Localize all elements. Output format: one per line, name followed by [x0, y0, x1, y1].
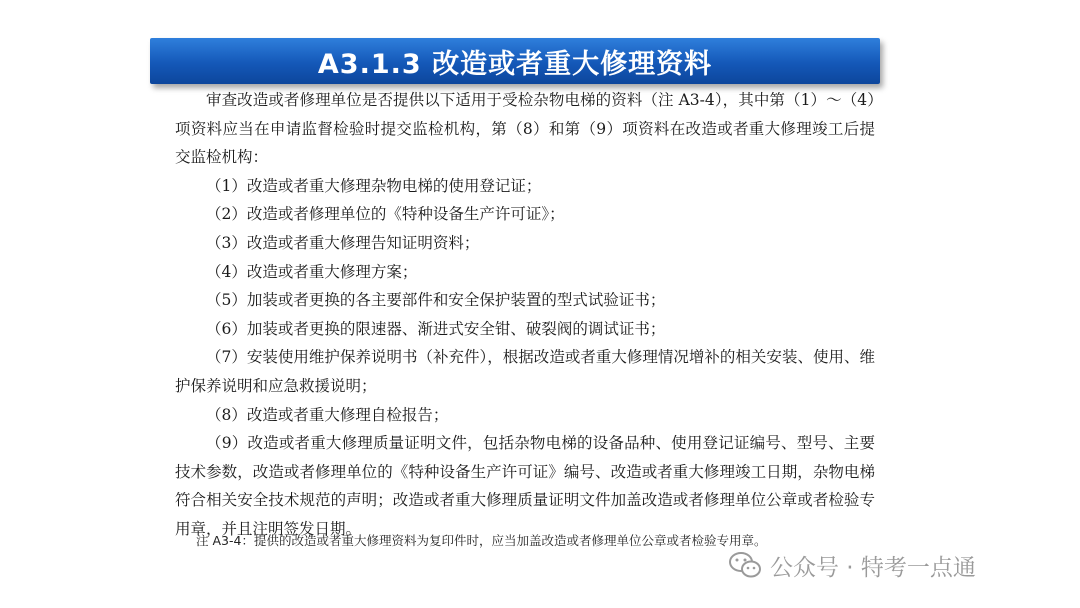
list-item: （9）改造或者重大修理质量证明文件，包括杂物电梯的设备品种、使用登记证编号、型号、主要技术参数，改造或者修理单位的《特种设备生产许可证》编号、改造或者重大修理竣工日期，杂物电梯符合相关安全技术规范的声明；改造或者重大修理质量证明文件加盖改造或者修理单位公章或者检验专用章，并且注明签发日期。	[175, 434, 875, 538]
footnote: 注 A3-4：提供的改造或者重大修理资料为复印件时，应当加盖改造或者修理单位公章或者检验专用章。	[196, 533, 767, 548]
intro-paragraph: 审查改造或者修理单位是否提供以下适用于受检杂物电梯的资料（注 A3-4），其中第（1）～（4）项资料应当在申请监督检验时提交监检机构，第（8）和第（9）项资料在改造或者重大修理竣工后提交监检机构：	[175, 91, 875, 167]
watermark	[728, 548, 976, 582]
list-item: （4）改造或者重大修理方案；	[206, 262, 418, 281]
list-item: （1）改造或者重大修理杂物电梯的使用登记证；	[206, 176, 542, 195]
watermark-text: 公众号 · 特考一点通	[770, 554, 976, 581]
section-title-banner	[150, 38, 880, 84]
list-item: （5）加装或者更换的各主要部件和安全保护装置的型式试验证书；	[206, 291, 666, 310]
section-title: A3.1.3 改造或者重大修理资料	[317, 48, 713, 80]
list-item: （3）改造或者重大修理告知证明资料；	[206, 233, 480, 252]
list-item: （8）改造或者重大修理自检报告；	[206, 405, 449, 424]
list-item: （7）安装使用维护保养说明书（补充件），根据改造或者重大修理情况增补的相关安装、使用、维护保养说明和应急救援说明；	[175, 348, 875, 395]
document-body	[175, 86, 875, 544]
list-item: （6）加装或者更换的限速器、渐进式安全钳、破裂阀的调试证书；	[206, 319, 666, 338]
wechat-icon	[728, 550, 762, 580]
list-item: （2）改造或者修理单位的《特种设备生产许可证》；	[206, 205, 565, 224]
